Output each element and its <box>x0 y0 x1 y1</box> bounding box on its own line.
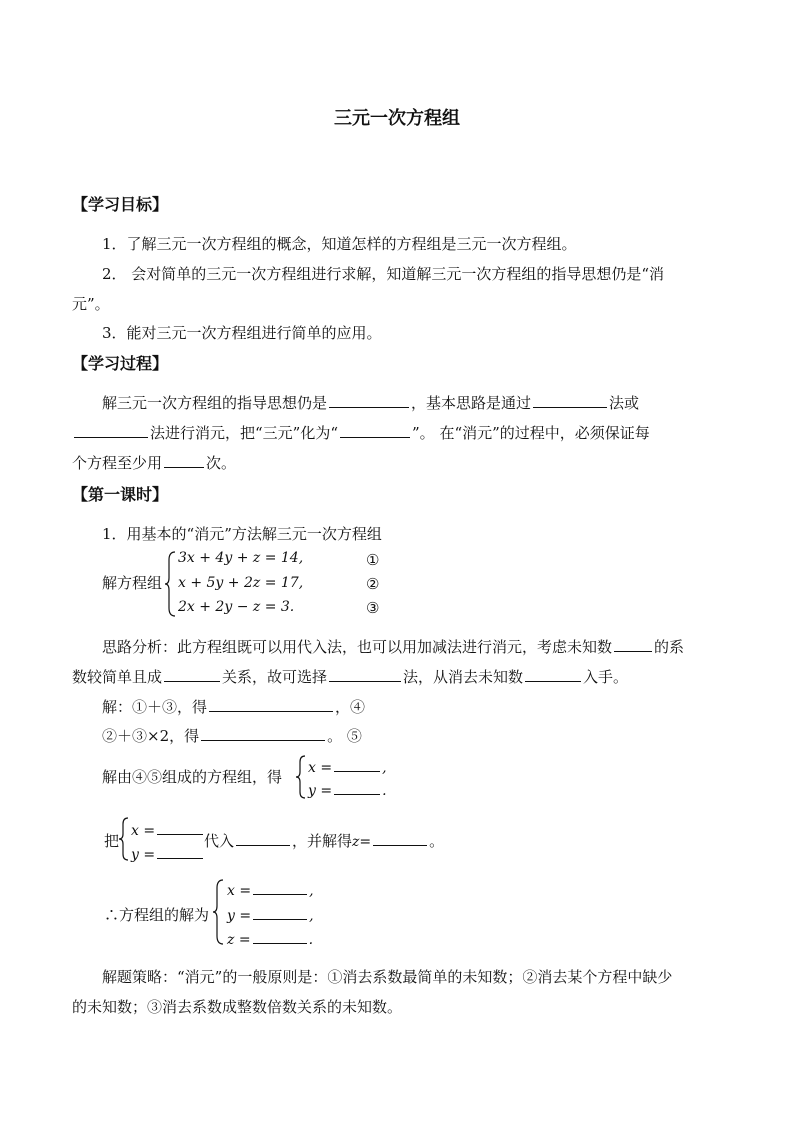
punct: , <box>309 908 314 924</box>
analysis-text: 的系 <box>654 638 685 656</box>
punct: . <box>308 932 314 948</box>
fill-blank[interactable] <box>209 697 333 712</box>
fill-blank[interactable] <box>253 880 307 895</box>
analysis-line2 <box>72 666 628 687</box>
step-text: 解：①＋③，得 <box>102 698 208 716</box>
fill-blank[interactable] <box>253 929 307 944</box>
fill-blank[interactable] <box>340 423 410 438</box>
fill-blank[interactable] <box>157 844 203 859</box>
final-label: ∴方程组的解为 <box>104 906 210 924</box>
process-paragraph-line2 <box>72 422 650 443</box>
process-heading: 【学习过程】 <box>72 354 169 373</box>
equation-1: 3x + 4y + z = 14, <box>178 550 304 566</box>
fill-blank[interactable] <box>334 780 380 795</box>
step-text: 代入 <box>204 832 235 850</box>
var-label: y = <box>308 783 333 799</box>
punct: , <box>309 883 314 899</box>
z-label: z= <box>352 834 372 850</box>
analysis-text: 法，从消去未知数 <box>403 668 524 686</box>
fill-blank[interactable] <box>74 423 148 438</box>
system-x <box>308 757 387 776</box>
var-label: y = <box>131 847 156 863</box>
process-text: 次。 <box>206 454 237 472</box>
subst-x <box>131 820 205 839</box>
step-text: 。 <box>429 832 445 850</box>
var-label: x = <box>131 823 156 839</box>
analysis-text: 思路分析：此方程组既可以用代入法，也可以用加减法进行消元，考虑未知数 <box>102 638 613 656</box>
left-brace <box>212 878 226 946</box>
fill-blank[interactable] <box>201 726 325 741</box>
fill-blank[interactable] <box>164 667 220 682</box>
step-3-label: 解由④⑤组成的方程组，得 <box>102 768 283 786</box>
solution-z <box>227 929 313 948</box>
step-text: ，④ <box>335 698 366 716</box>
var-label: y = <box>227 908 252 924</box>
objective-item-3: 3．能对三元一次方程组进行简单的应用。 <box>102 324 382 342</box>
process-text: 个方程至少用 <box>72 454 163 472</box>
equation-mark-2: ② <box>366 575 380 593</box>
fill-blank[interactable] <box>329 667 401 682</box>
step-text: 。 ⑤ <box>327 727 362 745</box>
objectives-heading: 【学习目标】 <box>72 195 169 214</box>
solution-y <box>227 905 314 924</box>
left-brace <box>118 816 130 862</box>
step-text: ②＋③×2，得 <box>102 727 200 745</box>
subst-y <box>131 844 205 863</box>
analysis-text: 数较简单且成 <box>72 668 163 686</box>
solution-x <box>227 880 314 899</box>
punct: , <box>382 760 387 776</box>
step-2 <box>102 725 362 746</box>
fill-blank[interactable] <box>157 820 203 835</box>
step-text: ，并解得 <box>292 832 353 850</box>
fill-blank[interactable] <box>373 831 427 846</box>
fill-blank[interactable] <box>164 453 204 468</box>
left-brace <box>164 550 178 618</box>
process-text: ，基本思路是通过 <box>411 394 532 412</box>
strategy-line1: 解题策略：“消元”的一般原则是：①消去系数最简单的未知数；②消去某个方程中缺少 <box>102 968 673 986</box>
system-y <box>308 780 387 799</box>
step-4-label: 把 <box>104 832 120 850</box>
objective-item-2-line1: 2． 会对简单的三元一次方程组进行求解，知道解三元一次方程组的指导思想仍是“消 <box>102 265 664 283</box>
lesson1-item-1: 1．用基本的“消元”方法解三元一次方程组 <box>102 525 382 543</box>
strategy-line2: 的未知数；③消去系数成整数倍数关系的未知数。 <box>72 998 403 1016</box>
analysis-text: 关系，故可选择 <box>222 668 328 686</box>
process-text: 法进行消元，把“三元”化为“ <box>150 424 339 442</box>
punct: . <box>382 783 387 799</box>
left-brace <box>295 754 307 800</box>
analysis-text: 入手。 <box>583 668 629 686</box>
fill-blank[interactable] <box>236 831 290 846</box>
equation-mark-3: ③ <box>366 599 380 617</box>
objective-item-2-line2: 元”。 <box>72 295 110 313</box>
fill-blank[interactable] <box>525 667 581 682</box>
fill-blank[interactable] <box>329 393 409 408</box>
process-paragraph-line1 <box>102 392 639 413</box>
objective-item-1: 1．了解三元一次方程组的概念，知道怎样的方程组是三元一次方程组。 <box>102 235 577 253</box>
var-label: x = <box>227 883 252 899</box>
process-text: 法或 <box>609 394 640 412</box>
fill-blank[interactable] <box>614 637 652 652</box>
fill-blank[interactable] <box>533 393 607 408</box>
solve-label: 解方程组 <box>102 574 163 592</box>
var-label: x = <box>308 760 333 776</box>
process-text: ”。 在“消元”的过程中，必须保证每 <box>412 424 650 442</box>
process-text: 解三元一次方程组的指导思想仍是 <box>102 394 328 412</box>
step-1 <box>102 696 365 717</box>
fill-blank[interactable] <box>334 757 380 772</box>
var-label: z = <box>227 932 251 948</box>
analysis-line1 <box>102 636 684 657</box>
equation-3: 2x + 2y − z = 3. <box>178 599 295 615</box>
process-paragraph-line3 <box>72 452 236 473</box>
lesson1-heading: 【第一课时】 <box>72 485 169 504</box>
step-4-rest <box>204 830 444 851</box>
equation-mark-1: ① <box>366 551 380 569</box>
fill-blank[interactable] <box>253 905 307 920</box>
page-title: 三元一次方程组 <box>334 108 460 129</box>
equation-2: x + 5y + 2z = 17, <box>178 575 304 591</box>
